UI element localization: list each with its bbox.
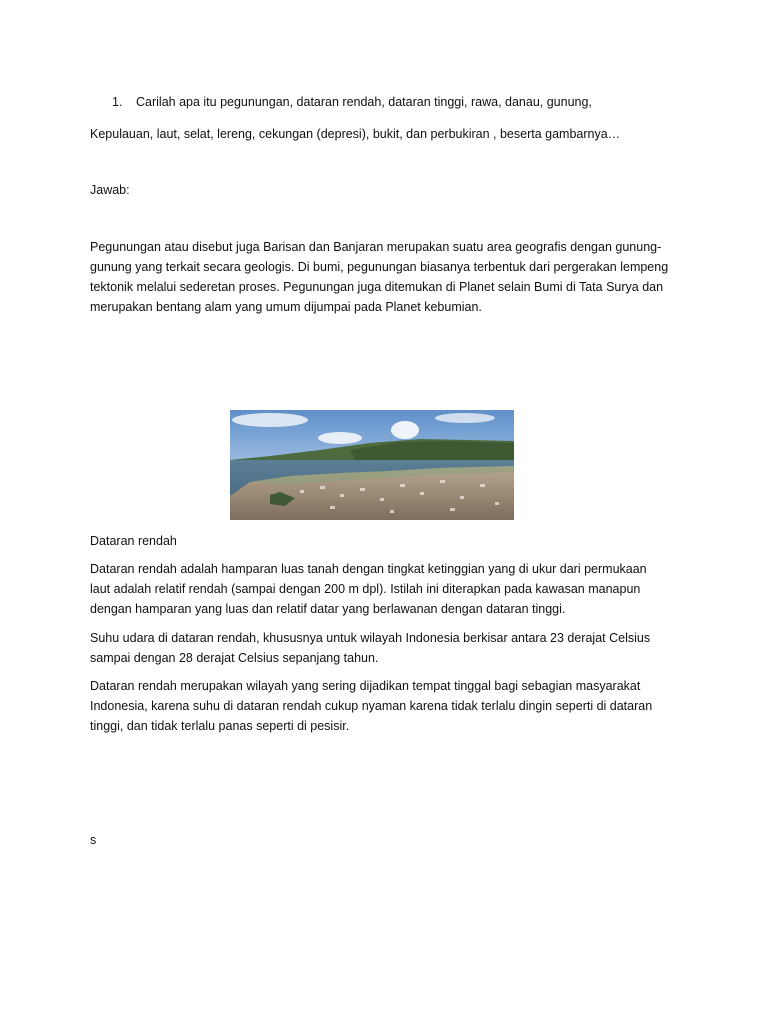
pegunungan-paragraph (90, 237, 690, 317)
lowland-landscape-photo (230, 410, 514, 520)
paragraph-line: dengan hamparan yang luas dan relatif datar yang berlawanan dengan dataran tinggi. (90, 602, 566, 616)
paragraph-line: tinggi, dan tidak terlalu panas seperti di pesisir. (90, 719, 350, 733)
paragraph-line: Suhu udara di dataran rendah, khususnya untuk wilayah Indonesia berkisar antara 23 derajat Celsius (90, 631, 651, 645)
question-line-1: Carilah apa itu pegunungan, dataran rendah, dataran tinggi, rawa, danau, gunung, (136, 95, 592, 109)
answer-label: Jawab: (90, 183, 130, 197)
paragraph-line: Dataran rendah adalah hamparan luas tanah dengan tingkat ketinggian yang di ukur dari permukaan (90, 562, 647, 576)
dataran-rendah-heading: Dataran rendah (90, 534, 177, 548)
question-number: 1. (112, 95, 123, 109)
question-line-2: Kepulauan, laut, selat, lereng, cekungan (depresi), bukit, dan perbukiran , beserta gambarnya… (90, 127, 621, 141)
paragraph-line: Pegunungan atau disebut juga Barisan dan Banjaran merupakan suatu area geografis dengan gunung- (90, 240, 662, 254)
paragraph-line: merupakan bentang alam yang umum dijumpai pada Planet kebumian. (90, 300, 482, 314)
paragraph-line: Dataran rendah merupakan wilayah yang sering dijadikan tempat tinggal bagi sebagian masyarakat (90, 679, 641, 693)
paragraph-line: laut adalah relatif rendah (sampai dengan 200 m dpl). Istilah ini diterapkan pada kawasan manapun (90, 582, 641, 596)
dataran-rendah-paragraph-3 (90, 676, 690, 736)
dataran-rendah-paragraph-2 (90, 628, 690, 668)
stray-character: s (90, 833, 97, 847)
paragraph-line: sampai dengan 28 derajat Celsius sepanjang tahun. (90, 651, 379, 665)
dataran-rendah-paragraph-1 (90, 559, 690, 619)
paragraph-line: tektonik melalui sederetan proses. Pegunungan juga ditemukan di Planet selain Bumi di Tata Surya dan (90, 280, 664, 294)
paragraph-line: Indonesia, karena suhu di dataran rendah cukup nyaman karena tidak terlalu dingin seperti di dataran (90, 699, 653, 713)
paragraph-line: gunung yang terkait secara geologis. Di bumi, pegunungan biasanya terbentuk dari pergerakan lempeng (90, 260, 669, 274)
